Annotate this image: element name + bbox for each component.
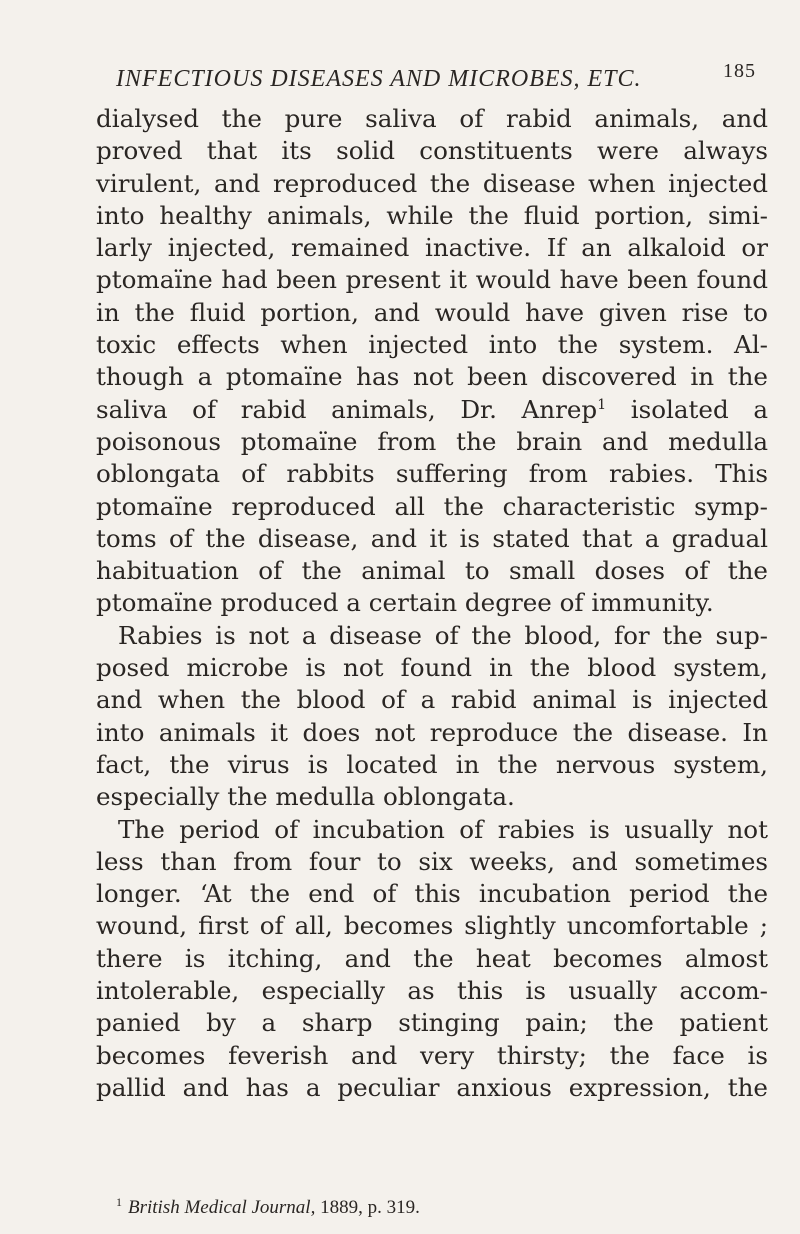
text-line: larly injected, remained inactive. If an alkaloid or bbox=[96, 233, 768, 263]
running-title: INFECTIOUS DISEASES AND MICROBES, ETC. bbox=[116, 66, 642, 92]
text-line: posed microbe is not found in the blood system, bbox=[96, 653, 768, 683]
line-text-tail: isolated a bbox=[630, 394, 768, 424]
text-line: oblongata of rabbits suffering from rabies. This bbox=[96, 459, 768, 489]
text-line: becomes feverish and very thirsty; the face is bbox=[96, 1040, 768, 1070]
running-head bbox=[116, 60, 756, 100]
footnote-reference: 1 bbox=[597, 396, 607, 413]
text-line: intolerable, especially as this is usually accom- bbox=[96, 976, 768, 1006]
text-line: and when the blood of a rabid animal is injected bbox=[96, 685, 768, 715]
footnote bbox=[116, 1196, 676, 1220]
text-line: fact, the virus is located in the nervous system, bbox=[96, 749, 768, 779]
text-line-with-footnote bbox=[96, 394, 768, 426]
text-line: poisonous ptomaïne from the brain and medulla bbox=[96, 426, 768, 456]
text-line: in the fluid portion, and would have given rise to bbox=[96, 297, 768, 327]
text-line: toms of the disease, and it is stated that a gradual bbox=[96, 523, 768, 553]
text-line: panied by a sharp stinging pain; the patient bbox=[96, 1008, 768, 1038]
text-line: proved that its solid constituents were always bbox=[96, 136, 768, 166]
footnote-source: British Medical Journal, bbox=[128, 1197, 316, 1218]
text-line: dialysed the pure saliva of rabid animals, and bbox=[96, 104, 768, 133]
text-line: habituation of the animal to small doses of the bbox=[96, 556, 768, 586]
footnote-detail: 1889, p. 319. bbox=[320, 1197, 420, 1218]
text-line: toxic effects when injected into the system. Al- bbox=[96, 330, 768, 360]
line-text: saliva of rabid animals, Dr. Anrep bbox=[96, 394, 598, 424]
text-line: into healthy animals, while the fluid portion, simi- bbox=[96, 200, 768, 230]
body-text bbox=[96, 103, 768, 1104]
text-line: there is itching, and the heat becomes almost bbox=[96, 943, 768, 973]
text-line: ptomaïne had been present it would have been found bbox=[96, 265, 768, 295]
text-line: into animals it does not reproduce the disease. In bbox=[96, 717, 768, 747]
text-line: ptomaïne produced a certain degree of immunity. bbox=[96, 588, 714, 618]
footnote-mark: 1 bbox=[116, 1195, 122, 1209]
text-line: virulent, and reproduced the disease when injected bbox=[96, 168, 768, 198]
text-line: longer. ‘At the end of this incubation period the bbox=[96, 879, 768, 909]
page-number: 185 bbox=[723, 60, 756, 82]
text-line: though a ptomaïne has not been discovered in the bbox=[96, 362, 768, 392]
text-line: especially the medulla oblongata. bbox=[96, 782, 515, 812]
text-line: The period of incubation of rabies is usually not bbox=[118, 814, 768, 844]
text-line: pallid and has a peculiar anxious expression, the bbox=[96, 1072, 768, 1102]
text-line: ptomaïne reproduced all the characteristic symp- bbox=[96, 491, 768, 521]
text-line: Rabies is not a disease of the blood, for the sup- bbox=[118, 620, 768, 650]
text-line: less than from four to six weeks, and sometimes bbox=[96, 846, 768, 876]
text-line: wound, first of all, becomes slightly uncomfortable ; bbox=[96, 911, 768, 941]
